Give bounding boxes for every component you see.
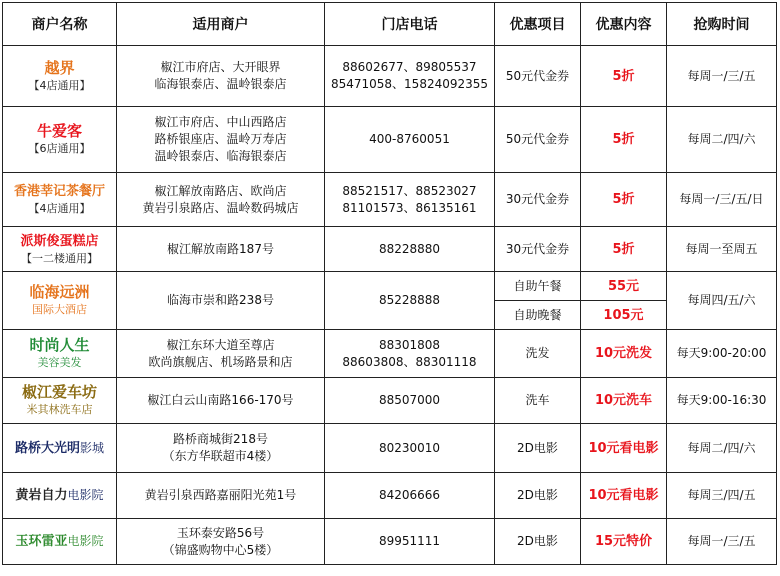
phone-cell: 88507000 [325, 378, 495, 424]
phone-cell: 88228880 [325, 227, 495, 272]
merchant-name-suffix: 电影院 [67, 488, 104, 502]
time-cell: 每天9:00-20:00 [667, 330, 777, 378]
phone-line: 88602677、89805537 [342, 60, 477, 74]
merchant-cell [3, 227, 117, 272]
offer-cell: 5折 [581, 107, 667, 173]
time-cell: 每周四/五/六 [667, 272, 777, 330]
offer-cell: 10元洗车 [581, 378, 667, 424]
item-cell: 2D电影 [495, 473, 581, 519]
merchant-sub: 【一二楼通用】 [21, 251, 98, 265]
table-row [3, 46, 777, 107]
merchant-cell [3, 424, 117, 473]
time-cell: 每周二/四/六 [667, 424, 777, 473]
merchant-name: 临海远洲 [29, 283, 90, 301]
table-row [3, 272, 777, 301]
stores-cell [117, 424, 325, 473]
stores-cell [117, 46, 325, 107]
offer-cell: 10元看电影 [581, 424, 667, 473]
store-line: 椒江东环大道至尊店 [166, 337, 275, 352]
stores-cell [117, 173, 325, 227]
phone-cell: 80230010 [325, 424, 495, 473]
stores-cell: 椒江解放南路187号 [117, 227, 325, 272]
phone-cell [325, 107, 495, 173]
merchant-cell [3, 378, 117, 424]
table-row [3, 330, 777, 378]
time-cell: 每周一/三/五/日 [667, 173, 777, 227]
phone-cell: 84206666 [325, 473, 495, 519]
item-cell: 2D电影 [495, 519, 581, 565]
stores-cell: 临海市崇和路238号 [117, 272, 325, 330]
offer-cell: 10元看电影 [581, 473, 667, 519]
stores-cell: 椒江白云山南路166-170号 [117, 378, 325, 424]
merchant-sub: 美容美发 [37, 356, 82, 369]
store-line: 路桥商城街218号 [173, 432, 268, 446]
store-line: （东方华联超市4楼） [162, 449, 279, 463]
table-row [3, 173, 777, 227]
item-cell: 洗车 [495, 378, 581, 424]
store-line: 临海银泰店、温岭银泰店 [154, 77, 287, 91]
merchant-name: 路桥大光明 [14, 440, 80, 456]
merchant-name-suffix: 影城 [80, 440, 105, 455]
merchant-name: 牛爱客 [36, 122, 82, 140]
merchant-name: 黄岩自力 [15, 488, 68, 503]
merchant-sub: 国际大酒店 [32, 303, 87, 316]
time-cell: 每周三/四/五 [667, 473, 777, 519]
phone-cell [325, 46, 495, 107]
merchant-sub: 【6店通用】 [28, 142, 91, 155]
offer-cell: 5折 [581, 46, 667, 107]
merchant-name-suffix: 电影院 [67, 534, 104, 548]
time-cell: 每周一至周五 [667, 227, 777, 272]
time-cell: 每周一/三/五 [667, 46, 777, 107]
merchant-cell [3, 107, 117, 173]
item-cell: 2D电影 [495, 424, 581, 473]
phone-cell: 85228888 [325, 272, 495, 330]
merchant-cell [3, 473, 117, 519]
header-row [3, 3, 777, 46]
offer-cell: 55元 [581, 272, 667, 301]
merchant-cell [3, 519, 117, 565]
table-row [3, 227, 777, 272]
store-line: 椒江市府店、中山西路店 [154, 115, 287, 129]
time-cell: 每周一/三/五 [667, 519, 777, 565]
phone-cell [325, 173, 495, 227]
item-cell: 50元代金券 [495, 46, 581, 107]
header-time: 抢购时间 [667, 3, 777, 46]
merchant-sub: 【4店通用】 [28, 78, 91, 92]
header-merchant: 商户名称 [3, 3, 117, 46]
phone-cell [325, 330, 495, 378]
merchant-name: 派斯俊蛋糕店 [20, 233, 99, 249]
header-phone: 门店电话 [325, 3, 495, 46]
merchant-name: 时尚人生 [29, 336, 90, 354]
phone-line: 81101573、86135161 [342, 200, 477, 215]
store-line: 椒江市府店、大开眼界 [160, 60, 281, 74]
header-stores: 适用商户 [117, 3, 325, 46]
merchant-name: 玉环雷亚 [15, 534, 68, 549]
store-line: 玉环泰安路56号 [176, 525, 265, 540]
offer-cell: 5折 [581, 173, 667, 227]
offer-cell: 5折 [581, 227, 667, 272]
item-cell: 30元代金券 [495, 173, 581, 227]
item-cell: 30元代金券 [495, 227, 581, 272]
merchant-name: 香港莘记茶餐厅 [13, 184, 105, 199]
item-cell: 自助晚餐 [495, 301, 581, 330]
store-line: 欧尚旗舰店、机场路景和店 [148, 354, 293, 369]
phone-line: 88301808 [378, 337, 441, 352]
stores-cell [117, 107, 325, 173]
item-cell: 自助午餐 [495, 272, 581, 301]
deals-table [2, 2, 777, 565]
header-offer: 优惠内容 [581, 3, 667, 46]
store-line: 路桥银座店、温岭万寿店 [154, 132, 287, 146]
merchant-sub: 【4店通用】 [28, 202, 91, 215]
item-cell: 洗发 [495, 330, 581, 378]
merchant-name: 越界 [44, 58, 75, 77]
time-cell: 每天9:00-16:30 [667, 378, 777, 424]
offer-cell: 105元 [581, 301, 667, 330]
stores-cell: 黄岩引泉西路嘉丽阳光苑1号 [117, 473, 325, 519]
phone-line: 400-8760051 [369, 132, 450, 146]
table-row [3, 378, 777, 424]
table-row [3, 519, 777, 565]
table-row [3, 107, 777, 173]
store-line: 黄岩引泉路店、温岭数码城店 [142, 200, 299, 215]
item-cell: 50元代金券 [495, 107, 581, 173]
store-line: （锦盛购物中心5楼） [162, 542, 279, 557]
stores-cell [117, 519, 325, 565]
header-item: 优惠项目 [495, 3, 581, 46]
phone-cell: 89951111 [325, 519, 495, 565]
time-cell: 每周二/四/六 [667, 107, 777, 173]
stores-cell [117, 330, 325, 378]
merchant-sub: 米其林洗车店 [26, 403, 93, 416]
store-line: 温岭银泰店、临海银泰店 [154, 149, 287, 163]
merchant-cell [3, 272, 117, 330]
merchant-cell [3, 46, 117, 107]
phone-line: 88521517、88523027 [342, 183, 477, 198]
merchant-cell [3, 330, 117, 378]
offer-cell: 10元洗发 [581, 330, 667, 378]
phone-line: 85471058、15824092355 [330, 77, 489, 91]
merchant-name: 椒江爱车坊 [21, 383, 97, 401]
offer-cell: 15元特价 [581, 519, 667, 565]
merchant-cell [3, 173, 117, 227]
store-line: 椒江解放南路店、欧尚店 [154, 183, 287, 198]
table-row [3, 424, 777, 473]
phone-line: 88603808、88301118 [342, 354, 477, 369]
table-row [3, 473, 777, 519]
